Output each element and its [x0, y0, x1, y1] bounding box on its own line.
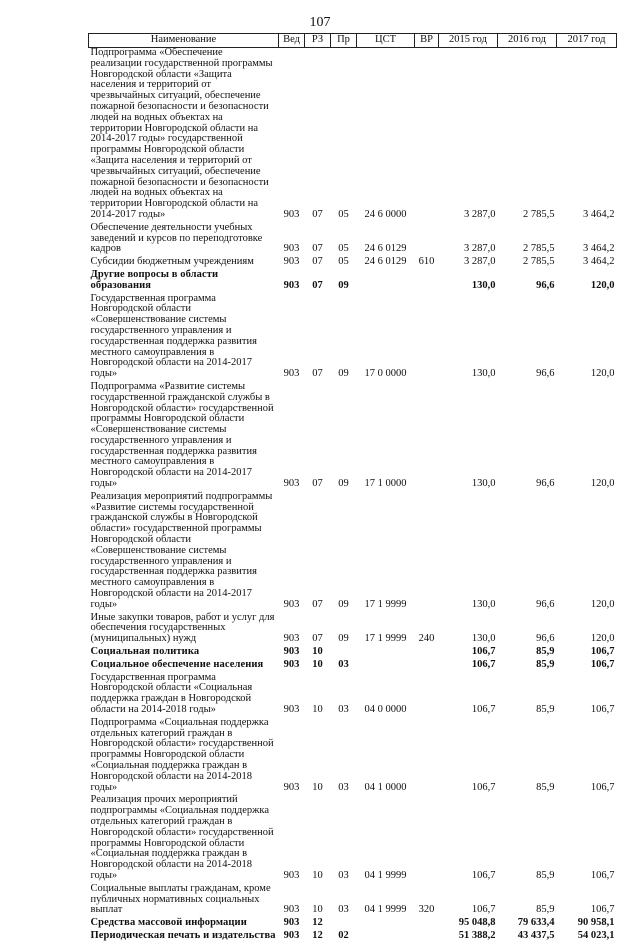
column-header: 2017 год — [557, 34, 617, 48]
row-rz: 12 — [312, 929, 323, 941]
row-value-2017: 106,7 — [590, 704, 615, 716]
row-value-2016: 43 437,5 — [517, 929, 555, 941]
row-vr: 610 — [418, 256, 435, 268]
row-name: Средства массовой информации — [90, 917, 247, 929]
row-name: Реализация мероприятий подпрограммы «Развитие системы государственной гражданской службы в Новгородской области» государственной программы Новгородской области «Совершенствование системы государственного управления и государственная поддержка развития местного самоуправления в Новгородской области на 2014-2017 годы» — [90, 490, 273, 610]
row-pr: 05 — [338, 208, 349, 220]
row-vr — [415, 647, 439, 660]
row-cst: 04 1 9999 — [364, 904, 407, 916]
row-value-2016: 96,6 — [536, 478, 555, 490]
row-ved: 903 — [283, 904, 300, 916]
row-value-2015: 130,0 — [471, 633, 496, 645]
row-vr — [415, 660, 439, 673]
row-value-2015: 95 048,8 — [458, 917, 496, 929]
row-value-2017: 120,0 — [590, 598, 615, 610]
row-rz: 07 — [312, 279, 323, 291]
table-row — [89, 718, 617, 796]
row-ved: 903 — [283, 633, 300, 645]
table-row — [89, 884, 617, 918]
budget-table — [88, 33, 617, 944]
row-vr — [415, 294, 439, 382]
table-row — [89, 223, 617, 257]
table-row — [89, 673, 617, 718]
row-vr — [415, 270, 439, 294]
column-header: РЗ — [305, 34, 331, 48]
row-value-2017: 3 464,2 — [583, 208, 615, 220]
row-value-2016: 85,9 — [536, 704, 555, 716]
row-name: Социальное обеспечение населения — [90, 658, 264, 670]
table-header-row — [89, 34, 617, 48]
row-name: Государственная программа Новгородской области «Социальная поддержка граждан в Новгородской области на 2014-2018 годы» — [90, 671, 253, 716]
row-name: Подпрограмма «Социальная поддержка отдельных категорий граждан в Новгородской области» государственной программы Новгородской области «Социальная поддержка граждан в Новгородской области на 2014-2018 годы» — [90, 716, 274, 793]
row-ved: 903 — [283, 279, 300, 291]
row-ved: 903 — [283, 781, 300, 793]
row-value-2015: 3 287,0 — [464, 256, 496, 268]
column-header: 2015 год — [439, 34, 498, 48]
row-ved: 903 — [283, 929, 300, 941]
row-pr: 03 — [338, 781, 349, 793]
row-value-2016: 85,9 — [536, 646, 555, 658]
row-value-2016: 85,9 — [536, 781, 555, 793]
column-header: ВР — [415, 34, 439, 48]
row-value-2015: 3 287,0 — [464, 208, 496, 220]
row-rz: 10 — [312, 704, 323, 716]
table-row — [89, 918, 617, 931]
row-cst — [357, 931, 415, 944]
row-value-2016: 2 785,5 — [523, 256, 555, 268]
row-vr — [415, 918, 439, 931]
row-vr: 320 — [418, 904, 435, 916]
row-value-2016: 96,6 — [536, 598, 555, 610]
row-cst — [357, 660, 415, 673]
column-header: 2016 год — [498, 34, 557, 48]
row-value-2017: 3 464,2 — [583, 243, 615, 255]
row-value-2016: 2 785,5 — [523, 208, 555, 220]
row-value-2015: 106,7 — [471, 904, 496, 916]
row-vr — [415, 931, 439, 944]
table-row — [89, 492, 617, 613]
row-name: Другие вопросы в области образования — [90, 268, 219, 291]
row-rz: 07 — [312, 633, 323, 645]
row-value-2015: 130,0 — [471, 478, 496, 490]
table-row — [89, 382, 617, 492]
row-cst: 17 1 0000 — [364, 478, 407, 490]
row-rz: 10 — [312, 781, 323, 793]
row-value-2015: 106,7 — [471, 869, 496, 881]
row-ved: 903 — [283, 917, 300, 929]
table-row — [89, 795, 617, 883]
row-value-2016: 85,9 — [536, 904, 555, 916]
row-value-2017: 90 958,1 — [577, 917, 615, 929]
table-row — [89, 660, 617, 673]
row-rz: 07 — [312, 208, 323, 220]
row-vr — [415, 718, 439, 796]
row-cst: 17 0 0000 — [364, 368, 407, 380]
table-row — [89, 647, 617, 660]
table-row — [89, 931, 617, 944]
row-value-2017: 106,7 — [590, 869, 615, 881]
row-rz: 07 — [312, 478, 323, 490]
column-header: Наименование — [89, 34, 279, 48]
row-value-2017: 120,0 — [590, 633, 615, 645]
row-pr: 09 — [338, 598, 349, 610]
row-cst: 24 6 0000 — [364, 208, 407, 220]
row-name: Реализация прочих мероприятий подпрограммы «Социальная поддержка отдельных категорий граждан в Новгородской области» государственной программы Новгородской области «Социальная поддержка граждан в Новгородской области на 2014-2018 годы» — [90, 794, 274, 881]
row-name: Периодическая печать и издательства — [90, 929, 276, 941]
row-value-2015: 106,7 — [471, 658, 496, 670]
row-value-2016: 96,6 — [536, 368, 555, 380]
row-value-2015: 106,7 — [471, 781, 496, 793]
row-pr: 09 — [338, 633, 349, 645]
row-value-2015: 106,7 — [471, 646, 496, 658]
column-header: Пр — [331, 34, 357, 48]
row-value-2016: 85,9 — [536, 658, 555, 670]
row-value-2017: 106,7 — [590, 658, 615, 670]
row-pr: 05 — [338, 243, 349, 255]
row-name: Подпрограмма «Обеспечение реализации государственной программы Новгородской области «Защита населения и территорий от чрезвычайных ситуаций, обеспечение пожарной безопасности и безопасности людей на водных объектах на территории Новгородской области на 2014-2017 годы» государственной программы Новгородской области «Защита населения и территорий от чрезвычайных ситуаций, обеспечение пожарной безопасности и безопасности людей на водных объектах на территории Новгородской области на 2014-2017 годы» — [90, 47, 273, 220]
row-cst: 24 6 0129 — [364, 256, 407, 268]
column-header: Вед — [279, 34, 305, 48]
row-value-2017: 120,0 — [590, 368, 615, 380]
row-cst — [357, 270, 415, 294]
table-row — [89, 48, 617, 223]
row-cst — [357, 918, 415, 931]
column-header: ЦСТ — [357, 34, 415, 48]
row-value-2015: 3 287,0 — [464, 243, 496, 255]
table-row — [89, 270, 617, 294]
row-pr: 03 — [338, 704, 349, 716]
row-pr: 03 — [338, 869, 349, 881]
row-pr: 09 — [338, 478, 349, 490]
row-pr: 02 — [338, 929, 349, 941]
row-ved: 903 — [283, 646, 300, 658]
row-rz: 07 — [312, 256, 323, 268]
row-rz: 10 — [312, 869, 323, 881]
row-value-2016: 96,6 — [536, 279, 555, 291]
row-ved: 903 — [283, 704, 300, 716]
row-rz: 10 — [312, 904, 323, 916]
row-value-2017: 106,7 — [590, 781, 615, 793]
row-value-2015: 106,7 — [471, 704, 496, 716]
row-ved: 903 — [283, 368, 300, 380]
row-value-2016: 79 633,4 — [517, 917, 555, 929]
row-value-2016: 85,9 — [536, 869, 555, 881]
row-rz: 12 — [312, 917, 323, 929]
row-name: Социальная политика — [90, 646, 200, 658]
row-value-2015: 51 388,2 — [458, 929, 496, 941]
row-value-2017: 120,0 — [590, 478, 615, 490]
row-value-2015: 130,0 — [471, 279, 496, 291]
page-number: 107 — [309, 15, 331, 30]
row-ved: 903 — [283, 256, 300, 268]
row-pr: 09 — [338, 279, 349, 291]
row-cst: 04 1 9999 — [364, 869, 407, 881]
row-rz: 10 — [312, 658, 323, 670]
row-vr — [415, 223, 439, 257]
row-name: Обеспечение деятельности учебных заведений и курсов по переподготовке кадров — [90, 221, 263, 255]
row-value-2017: 54 023,1 — [577, 929, 615, 941]
row-value-2017: 106,7 — [590, 904, 615, 916]
row-value-2015: 130,0 — [471, 368, 496, 380]
row-name: Субсидии бюджетным учреждениям — [90, 256, 254, 268]
row-cst: 17 1 9999 — [364, 633, 407, 645]
row-ved: 903 — [283, 598, 300, 610]
row-name: Государственная программа Новгородской области «Совершенствование системы государственного управления и государственная поддержка развития местного самоуправления в Новгородской области на 2014-2017 годы» — [90, 292, 257, 380]
row-value-2016: 2 785,5 — [523, 243, 555, 255]
row-rz: 10 — [312, 646, 323, 658]
row-ved: 903 — [283, 243, 300, 255]
row-value-2016: 96,6 — [536, 633, 555, 645]
row-value-2017: 3 464,2 — [583, 256, 615, 268]
table-body — [89, 48, 617, 944]
table-row — [89, 613, 617, 647]
row-vr: 240 — [418, 633, 435, 645]
row-pr — [331, 918, 357, 931]
row-cst: 17 1 9999 — [364, 598, 407, 610]
row-pr: 03 — [338, 658, 349, 670]
row-name: Социальные выплаты гражданам, кроме публичных нормативных социальных выплат — [90, 882, 271, 916]
row-ved: 903 — [283, 869, 300, 881]
row-vr — [415, 382, 439, 492]
row-cst: 24 6 0129 — [364, 243, 407, 255]
row-cst: 04 0 0000 — [364, 704, 407, 716]
row-vr — [415, 48, 439, 223]
row-value-2017: 106,7 — [590, 646, 615, 658]
row-value-2017: 120,0 — [590, 279, 615, 291]
row-vr — [415, 795, 439, 883]
table-row — [89, 294, 617, 382]
row-ved: 903 — [283, 478, 300, 490]
row-ved: 903 — [283, 208, 300, 220]
row-rz: 07 — [312, 368, 323, 380]
row-rz: 07 — [312, 598, 323, 610]
row-ved: 903 — [283, 658, 300, 670]
row-pr: 05 — [338, 256, 349, 268]
row-pr: 03 — [338, 904, 349, 916]
row-vr — [415, 673, 439, 718]
row-cst — [357, 647, 415, 660]
row-name: Иные закупки товаров, работ и услуг для обеспечения государственных (муниципальных) нужд — [90, 611, 275, 645]
row-name: Подпрограмма «Развитие системы государственной гражданской службы в Новгородской области» государственной программы Новгородской области «Совершенствование системы государственного управления и государственная поддержка развития местного самоуправления в Новгородской области на 2014-2017 годы» — [90, 380, 274, 490]
row-value-2015: 130,0 — [471, 598, 496, 610]
row-cst: 04 1 0000 — [364, 781, 407, 793]
row-pr: 09 — [338, 368, 349, 380]
row-pr — [331, 647, 357, 660]
row-rz: 07 — [312, 243, 323, 255]
row-vr — [415, 492, 439, 613]
